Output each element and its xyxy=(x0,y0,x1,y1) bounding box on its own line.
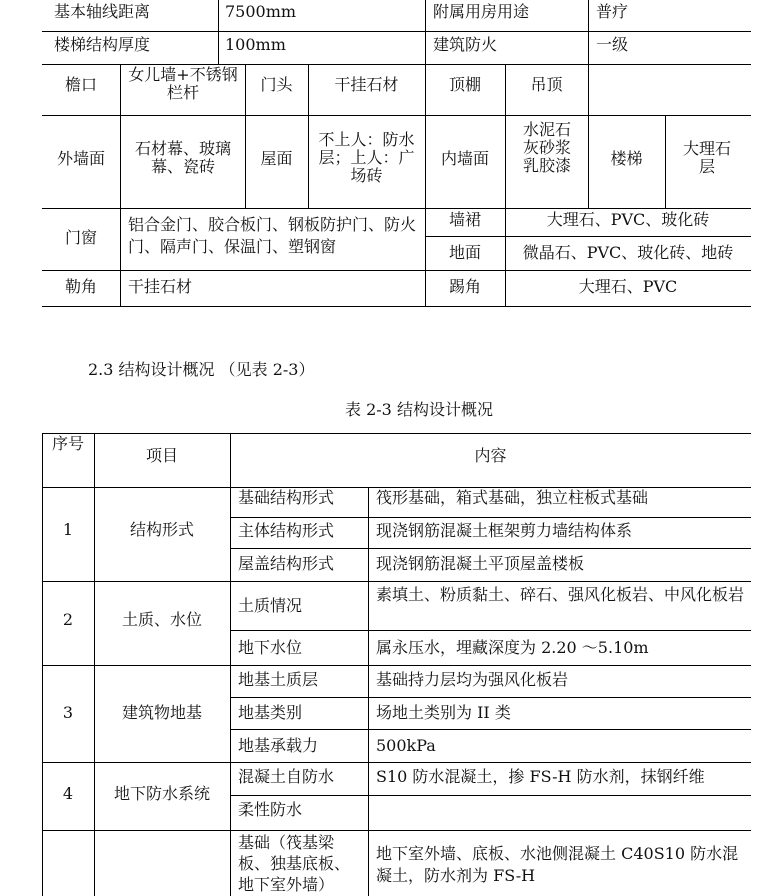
cell-value: 一级 xyxy=(596,35,629,54)
row-item: 地下防水系统 xyxy=(113,784,210,803)
sub-label: 柔性防水 xyxy=(238,800,303,819)
sub-label: 屋盖结构形式 xyxy=(238,554,335,573)
sub-label: 基础（筏基梁板、独基底板、地下室外墙） xyxy=(238,833,351,894)
sub-label: 基础结构形式 xyxy=(238,488,335,507)
cell-label: 顶棚 xyxy=(448,75,481,94)
sub-value: 场地土类别为 II 类 xyxy=(376,703,511,722)
row-number: 1 xyxy=(62,520,74,539)
section-heading: 2.3 结构设计概况 （见表 2-3） xyxy=(88,360,315,379)
cell-value: 干挂石材 xyxy=(334,75,399,94)
row-item: 建筑物地基 xyxy=(121,703,202,722)
sub-label: 土质情况 xyxy=(238,596,303,615)
sub-label: 主体结构形式 xyxy=(238,521,335,540)
cell-label: 墙裙 xyxy=(448,210,481,229)
cell-value: 吊顶 xyxy=(530,75,563,94)
cell-label: 门窗 xyxy=(64,228,97,247)
cell-label: 附属用房用途 xyxy=(433,2,530,21)
sub-value: 现浇钢筋混凝土框架剪力墙结构体系 xyxy=(376,521,633,540)
cell-value: 普疗 xyxy=(596,2,629,21)
header-no: 序号 xyxy=(52,434,85,453)
sub-value: 基础持力层均为强风化板岩 xyxy=(376,670,569,689)
cell-label: 檐口 xyxy=(64,75,97,94)
cell-value: 石材幕、玻璃幕、瓷砖 xyxy=(134,139,231,176)
sub-label: 地基类别 xyxy=(238,703,303,722)
cell-value: 100mm xyxy=(225,35,286,54)
cell-value: 干挂石材 xyxy=(128,277,193,296)
cell-label: 踢角 xyxy=(448,277,481,296)
sub-value: 素填土、粉质黏土、碎石、强风化板岩、中风化板岩 xyxy=(376,585,745,604)
row-number: 4 xyxy=(62,784,74,803)
row-item: 土质、水位 xyxy=(121,610,202,629)
sub-label: 地基承载力 xyxy=(238,736,319,755)
sub-value: 属永压水，埋藏深度为 2.20 ～5.10m xyxy=(376,638,649,657)
header-content: 内容 xyxy=(474,446,507,465)
cell-label: 基本轴线距离 xyxy=(54,2,151,21)
cell-label: 楼梯结构厚度 xyxy=(54,35,151,54)
cell-value: 水泥石灰砂浆乳胶漆 xyxy=(522,120,571,175)
cell-value: 不上人：防水层；上人：广场砖 xyxy=(318,130,415,185)
cell-label: 建筑防火 xyxy=(433,35,498,54)
sub-label: 地基土质层 xyxy=(238,670,319,689)
cell-value: 大理石、PVC xyxy=(578,277,678,296)
sub-value: 筏形基础，箱式基础，独立柱板式基础 xyxy=(376,488,649,507)
sub-value: 500kPa xyxy=(376,736,436,755)
row-number: 3 xyxy=(62,703,74,722)
sub-value: 现浇钢筋混凝土平顶屋盖楼板 xyxy=(376,554,585,573)
cell-label: 外墙面 xyxy=(56,149,105,168)
cell-value: 大理石层 xyxy=(682,139,731,176)
cell-value: 大理石、PVC、玻化砖 xyxy=(546,210,710,229)
cell-label: 勒角 xyxy=(64,277,97,296)
cell-value: 女儿墙+不锈钢栏杆 xyxy=(128,65,238,102)
cell-value: 微晶石、PVC、玻化砖、地砖 xyxy=(522,243,734,262)
sub-label: 地下水位 xyxy=(238,638,303,657)
cell-label: 楼梯 xyxy=(610,149,643,168)
row-item: 结构形式 xyxy=(129,520,194,539)
sub-label: 混凝土自防水 xyxy=(238,767,335,786)
cell-label: 门头 xyxy=(260,75,293,94)
cell-label: 内墙面 xyxy=(440,149,489,168)
row-number: 2 xyxy=(62,610,74,629)
cell-value: 7500mm xyxy=(225,2,297,21)
cell-value: 铝合金门、胶合板门、钢板防护门、防火门、隔声门、保温门、塑钢窗 xyxy=(128,215,417,256)
sub-value: S10 防水混凝土，掺 FS-H 防水剂，抹钢纤维 xyxy=(376,767,705,786)
cell-label: 地面 xyxy=(448,243,481,262)
cell-label: 屋面 xyxy=(260,149,293,168)
header-item: 项目 xyxy=(145,446,178,465)
table-caption: 表 2-3 结构设计概况 xyxy=(345,400,493,419)
sub-value: 地下室外墙、底板、水池侧混凝土 C40S10 防水混凝土，防水剂为 FS-H xyxy=(376,844,739,885)
